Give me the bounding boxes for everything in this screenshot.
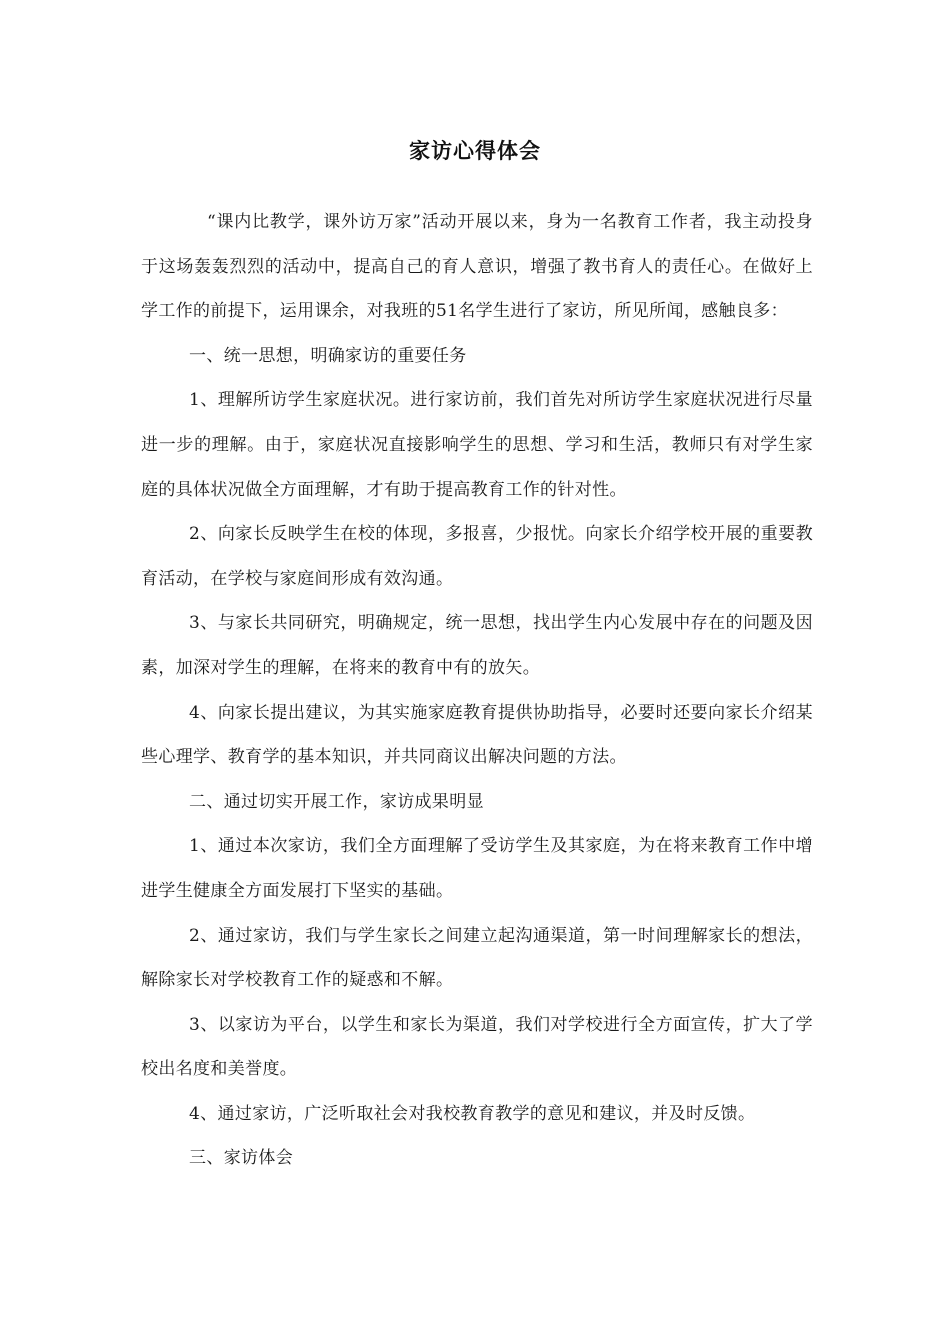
list-item-2-4: 4、通过家访，广泛听取社会对我校教育教学的意见和建议，并及时反馈。	[189, 1103, 756, 1124]
section-heading-2: 二、通过切实开展工作，家访成果明显	[189, 791, 484, 812]
list-item-1-3: 3、与家长共同研究，明确规定，统一思想，找出学生内心发展中存在的问题及因素，加深对学生的理解，在将来的教育中有的放矢。	[141, 613, 813, 678]
section-heading-3: 三、家访体会	[189, 1148, 294, 1169]
list-item-2-3: 3、以家访为平台，以学生和家长为渠道，我们对学校进行全方面宣传，扩大了学校出名度和美誉度。	[141, 1014, 813, 1080]
list-item-1-4: 4、向家长提出建议，为其实施家庭教育提供协助指导，必要时还要向家长介绍某些心理学、教育学的基本知识，并共同商议出解决问题的方法。	[141, 702, 813, 768]
list-item-2-2: 2、通过家访，我们与学生家长之间建立起沟通渠道，第一时间理解家长的想法，解除家长对学校教育工作的疑惑和不解。	[141, 925, 813, 991]
document-title: 家访心得体会	[409, 138, 541, 163]
document-body	[141, 200, 813, 1181]
list-item-1-2: 2、向家长反映学生在校的体现，多报喜，少报忧。向家长介绍学校开展的重要教育活动，在学校与家庭间形成有效沟通。	[141, 524, 813, 589]
list-item-1-1: 1、理解所访学生家庭状况。进行家访前，我们首先对所访学生家庭状况进行尽量进一步的理解。由于，家庭状况直接影响学生的思想、学习和生活，教师只有对学生家庭的具体状况做全方面理解，才有助于提高教育工作的针对性。	[141, 390, 813, 500]
list-item-2-1: 1、通过本次家访，我们全方面理解了受访学生及其家庭，为在将来教育工作中增进学生健康全方面发展打下坚实的基础。	[141, 836, 813, 901]
section-heading-1: 一、统一思想，明确家访的重要任务	[189, 345, 467, 366]
intro-paragraph: “课内比教学，课外访万家”活动开展以来，身为一名教育工作者，我主动投身于这场轰轰烈烈的活动中，提高自己的育人意识，增强了教书育人的责任心。在做好上学工作的前提下，运用课余，对我班的51名学生进行了家访，所见所闻，感触良多：	[141, 212, 813, 322]
